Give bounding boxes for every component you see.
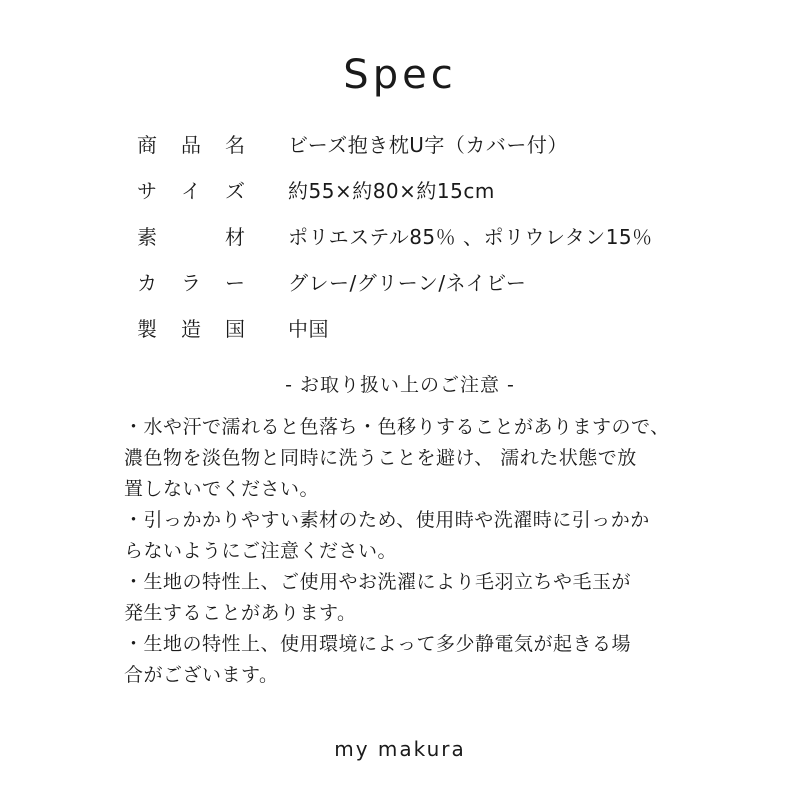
spec-label xyxy=(137,221,245,250)
spec-label-char: 造 xyxy=(181,316,201,341)
spec-label-char: イ xyxy=(181,178,201,203)
care-note-line: ・水や汗で濡れると色落ち・色移りすることがありますので、 xyxy=(124,416,670,438)
care-note-line: 合がございます。 xyxy=(124,664,279,686)
spec-label-char: 名 xyxy=(225,132,245,157)
spec-label-char: 素 xyxy=(137,224,157,249)
spec-value: グレー/グリーン/ネイビー xyxy=(288,270,527,295)
care-note-line: ・生地の特性上、ご使用やお洗濯により毛羽立ちや毛玉が xyxy=(124,571,632,593)
spec-value: ビーズ抱き枕U字（カバー付） xyxy=(288,132,568,157)
spec-label xyxy=(137,175,245,204)
spec-label-char: 材 xyxy=(225,224,245,249)
spec-label-char: 国 xyxy=(225,316,245,341)
page-title: Spec xyxy=(343,52,457,98)
spec-row-size xyxy=(137,166,737,212)
care-note-line: ・生地の特性上、使用環境によって多少静電気が起きる場 xyxy=(124,633,632,655)
spec-label-char: 製 xyxy=(137,316,157,341)
spec-label-char: ラ xyxy=(181,270,201,295)
spec-label-char: カ xyxy=(137,270,157,295)
spec-table xyxy=(137,120,737,350)
spec-row-product-name xyxy=(137,120,737,166)
spec-value: 中国 xyxy=(288,316,329,341)
spec-value: ポリエステル85％ 、ポリウレタン15％ xyxy=(288,224,653,249)
spec-value: 約55×約80×約15cm xyxy=(288,178,495,203)
spec-label-char: 商 xyxy=(137,132,157,157)
spec-row-origin xyxy=(137,304,737,350)
spec-label-char: サ xyxy=(137,178,157,203)
spec-row-color xyxy=(137,258,737,304)
spec-label-char: ズ xyxy=(225,178,245,203)
spec-label-char: ー xyxy=(225,270,245,295)
spec-label-char: 品 xyxy=(181,132,201,157)
care-note-line: 発生することがあります。 xyxy=(124,602,357,624)
brand-logo-text: my makura xyxy=(334,737,466,761)
spec-label xyxy=(137,267,245,296)
care-notes-heading: - お取り扱い上のご注意 - xyxy=(285,374,515,396)
care-note-line: ・引っかかりやすい素材のため、使用時や洗濯時に引っかか xyxy=(124,509,650,531)
care-notes xyxy=(124,412,704,691)
care-note-line: らないようにご注意ください。 xyxy=(124,540,398,562)
care-note-line: 濃色物を淡色物と同時に洗うことを避け、 濡れた状態で放 xyxy=(124,447,637,469)
spec-label xyxy=(137,129,245,158)
spec-label xyxy=(137,313,245,342)
care-note-line: 置しないでください。 xyxy=(124,478,320,500)
spec-row-material xyxy=(137,212,737,258)
